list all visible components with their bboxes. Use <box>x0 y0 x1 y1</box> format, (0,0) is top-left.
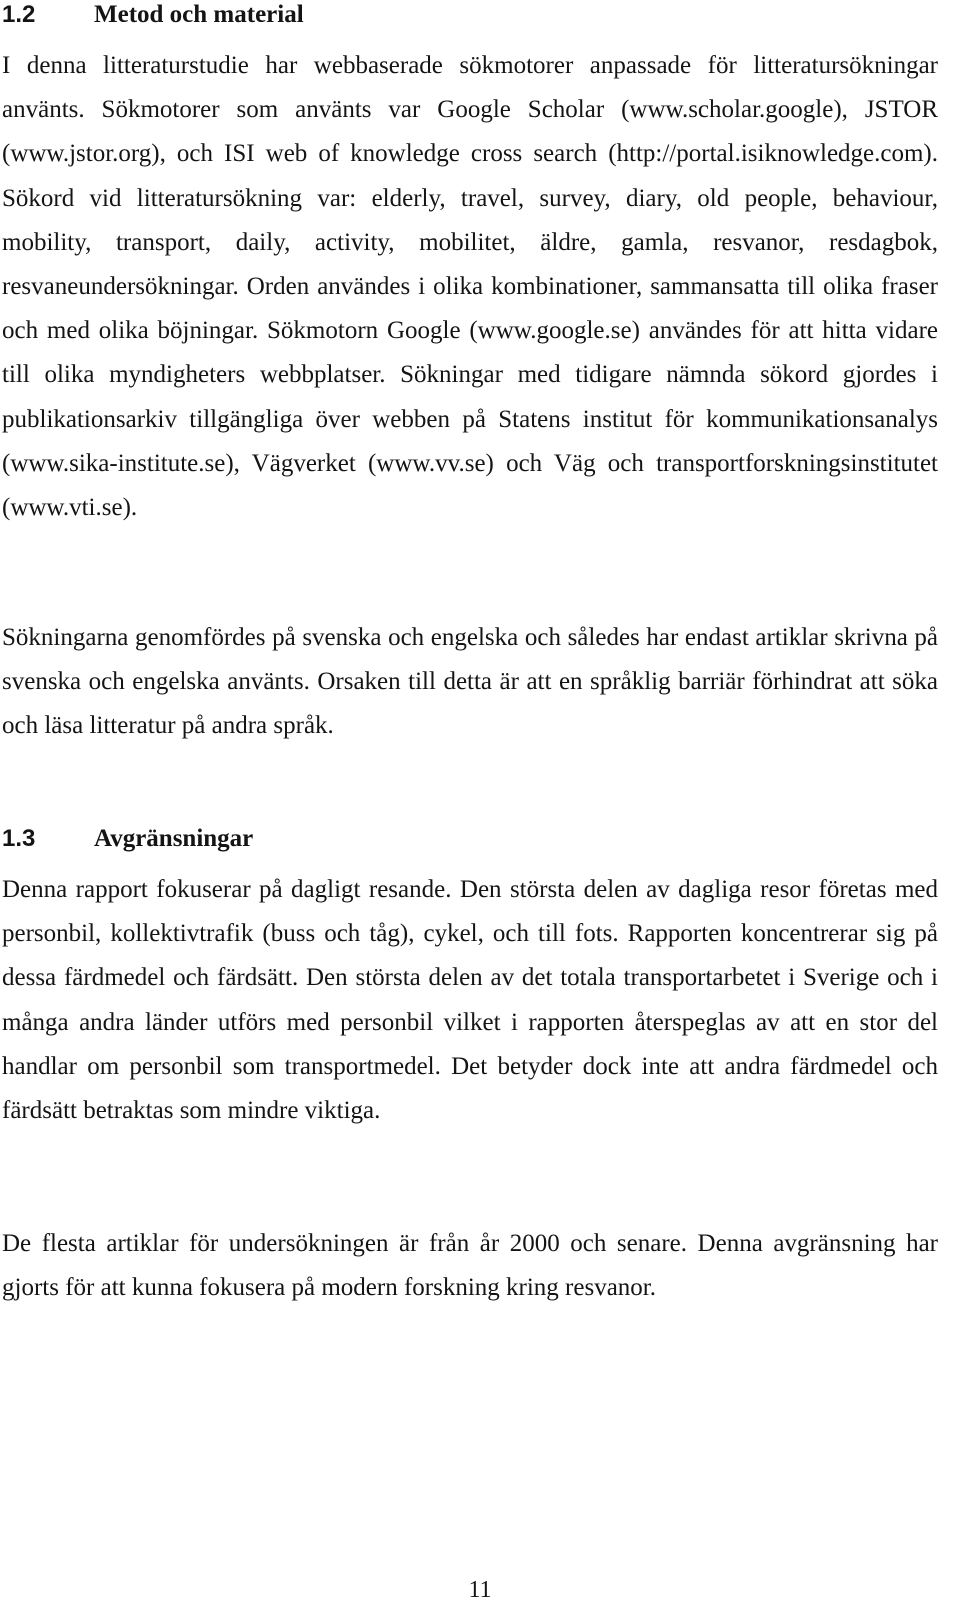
paragraph-search-method: I denna litteraturstudie har webbaserade sökmotorer anpassade för litteratursökningar använts. Sökmotorer som använts var Google Scholar (www.scholar.google), JSTOR (www.jstor.org), och ISI web of knowledge cross search (http://portal.isiknowledge.com). Sökord vid litteratursökning var: elderly, travel, survey, diary, old people, behaviour, mobility, transport, daily, activity, mobilitet, äldre, gamla, resvanor, resdagbok, resvaneundersökningar. Orden användes i olika kombinationer, sammansatta till olika fraser och med olika böjningar. Sökmotorn Google (www.google.se) användes för att hitta vidare till olika myndigheters webbplatser. Sökningar med tidigare nämnda sökord gjordes i publikationsarkiv tillgängliga över webben på Statens institut för kommunikationsanalys (www.sika-institute.se), Vägverket (www.vv.se) och Väg och transportforskningsinstitutet (www.vti.se). <box>2 52 938 522</box>
page-number: 11 <box>468 1577 492 1603</box>
section-title: Metod och material <box>94 1 304 28</box>
paragraph-daily-travel: Denna rapport fokuserar på dagligt resande. Den största delen av dagliga resor företas med personbil, kollektivtrafik (buss och tåg), cykel, och till fots. Rapporten koncentrerar sig på dessa färdmedel och färdsätt. Den största delen av det totala transportarbetet i Sverige och i många andra länder utförs med personbil vilket i rapporten återspeglas av att en stor del handlar om personbil som transportmedel. Det betyder dock inte att andra färdmedel och färdsätt betraktas som mindre viktiga. <box>2 876 938 1125</box>
paragraph-time-limitation: De flesta artiklar för undersökningen är från år 2000 och senare. Denna avgränsning har gjorts för att kunna fokusera på modern forskning kring resvanor. <box>2 1230 938 1302</box>
section-heading-avgransningar <box>2 824 253 854</box>
paragraph-languages: Sökningarna genomfördes på svenska och engelska och således har endast artiklar skrivna på svenska och engelska använts. Orsaken till detta är att en språklig barriär förhindrat att söka och läsa litteratur på andra språk. <box>2 624 938 740</box>
section-heading-metod <box>2 0 304 30</box>
section-title: Avgränsningar <box>94 825 254 852</box>
section-number: 1.2 <box>2 1 36 28</box>
section-number: 1.3 <box>2 825 36 852</box>
